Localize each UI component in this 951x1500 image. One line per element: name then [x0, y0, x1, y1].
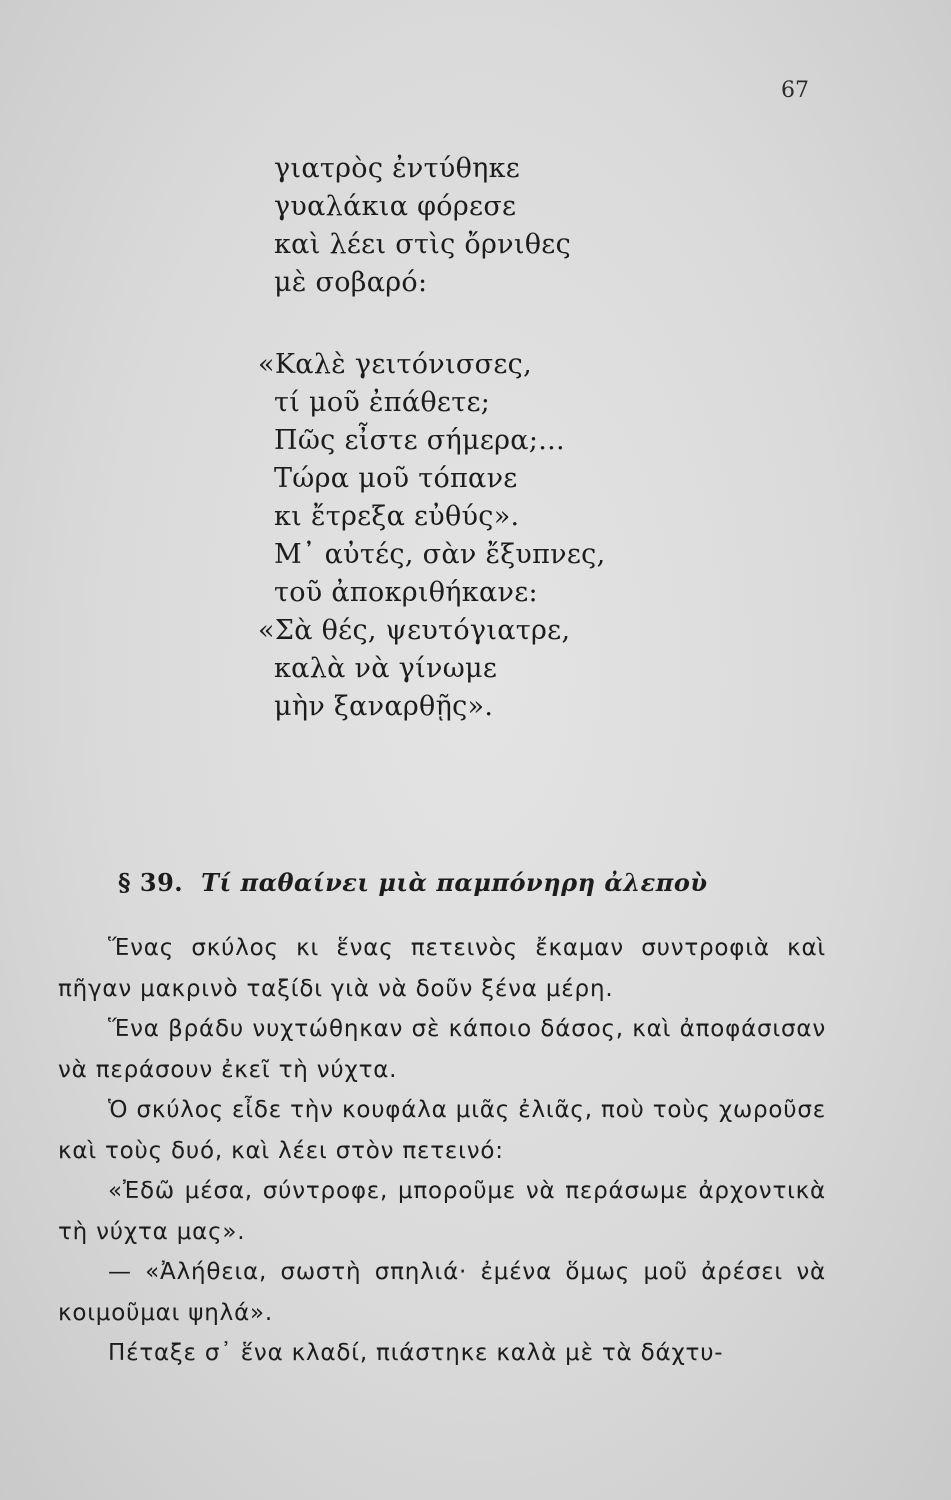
paragraph: Ἕνα βράδυ νυχτώθηκαν σὲ κάποιο δάσος, καὶ ἀποφάσισαν νὰ περάσουν ἐκεῖ τὴ νύχτα. — [58, 1016, 826, 1083]
poem-line: γυαλάκια φόρεσε — [274, 191, 517, 222]
poem-line: Τώρα μοῦ τόπανε — [274, 463, 518, 494]
section-heading — [118, 868, 708, 897]
poem-line: τοῦ ἀποκριθήκανε: — [274, 577, 538, 608]
paragraph: Πέταξε σ᾽ ἕνα κλαδί, πιάστηκε καλὰ μὲ τὰ δάχτυ- — [108, 1340, 724, 1366]
poem-line: τί μοῦ ἐπάθετε; — [274, 387, 491, 418]
paragraph: «Ἐδῶ μέσα, σύντροφε, μποροῦμε νὰ περάσωμε ἀρχοντικὰ τὴ νύχτα μας». — [58, 1178, 826, 1245]
section-title: Τί παθαίνει μιὰ παμπόνηρη ἀλεποὺ — [201, 868, 708, 897]
poem-line: «Καλὲ γειτόνισσες, — [258, 349, 532, 380]
poem — [258, 150, 606, 726]
poem-line: γιατρὸς ἐντύθηκε — [274, 153, 521, 184]
poem-line: μὲ σοβαρό: — [274, 267, 428, 298]
poem-line: κι ἔτρεξα εὐθύς». — [274, 501, 520, 532]
poem-line: Πῶς εἶστε σήμερα;... — [274, 425, 565, 456]
poem-line: «Σὰ θές, ψευτόγιατρε, — [258, 615, 571, 646]
paragraph: Ὁ σκύλος εἶδε τὴν κουφάλα μιᾶς ἐλιᾶς, ποὺ τοὺς χωροῦσε καὶ τοὺς δυό, καὶ λέει στὸν πετεινό: — [58, 1097, 826, 1164]
poem-line: μὴν ξαναρθῇς». — [274, 691, 494, 722]
poem-line: Μ᾽ αὐτές, σὰν ἔξυπνες, — [274, 539, 606, 570]
section-number: § 39. — [118, 868, 184, 897]
poem-line: καὶ λέει στὶς ὄρνιθες — [274, 229, 571, 260]
prose-body — [58, 928, 826, 1374]
paragraph: Ἕνας σκύλος κι ἕνας πετεινὸς ἔκαμαν συντροφιὰ καὶ πῆγαν μακρινὸ ταξίδι γιὰ νὰ δοῦν ξένα μέρη. — [58, 935, 826, 1002]
page-number: 67 — [781, 78, 809, 103]
poem-line: καλὰ νὰ γίνωμε — [274, 653, 498, 684]
paragraph: — «Ἀλήθεια, σωστὴ σπηλιά· ἐμένα ὅμως μοῦ ἀρέσει νὰ κοιμοῦμαι ψηλά». — [58, 1259, 826, 1326]
